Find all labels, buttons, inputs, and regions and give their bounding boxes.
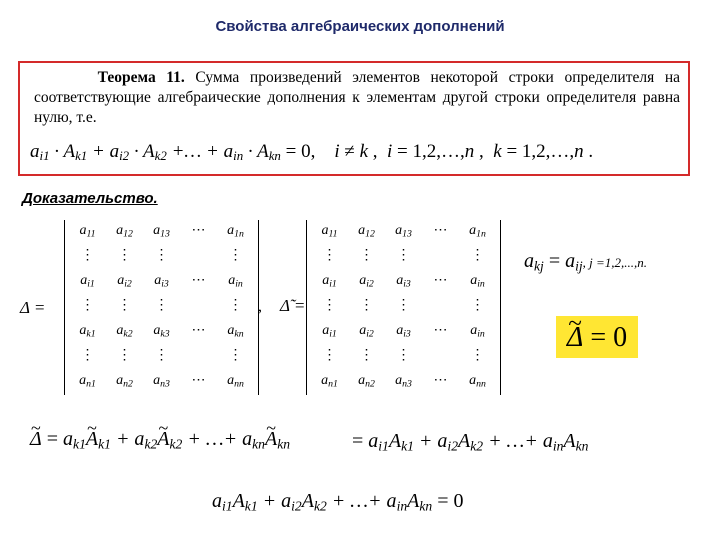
matrix-cell bbox=[422, 295, 459, 320]
matrix-cell: ⋮ bbox=[359, 298, 374, 313]
matrix-cell: $a_{kn}$ bbox=[227, 323, 244, 340]
matrix-cell: $a_{in}$ bbox=[228, 273, 243, 290]
matrix-cell: $a_{k2}$ bbox=[116, 323, 133, 340]
matrix-cell: $a_{i3}$ bbox=[396, 323, 411, 340]
matrix-cell: $a_{12}$ bbox=[358, 223, 375, 240]
delta-tilde-label: Δ̃ = bbox=[280, 296, 306, 315]
matrix-cell: $a_{i1}$ bbox=[322, 323, 337, 340]
theorem-formula: $a_{i1} \cdot A_{k1} + a_{i2} \cdot A_{k2}$ +… + $a_{in} \cdot A_{kn} = 0$, i ≠ k , i = 1,2,…,n , k = 1,2,…,n . bbox=[30, 141, 594, 164]
matrix-cell: $a_{nn}$ bbox=[227, 373, 244, 390]
matrix-cell: $a_{i2}$ bbox=[359, 273, 374, 290]
matrix-cell: $a_{1n}$ bbox=[469, 223, 486, 240]
matrix-cell: ⋮ bbox=[359, 348, 374, 363]
slide-title: Свойства алгебраических дополнений bbox=[215, 18, 505, 35]
matrix-cell: ⋮ bbox=[154, 298, 169, 313]
determinant-delta bbox=[64, 220, 259, 395]
matrix-cell: ⋮ bbox=[228, 348, 243, 363]
delta-tilde-zero-highlight: ~ Δ = 0 bbox=[556, 316, 638, 358]
matrix-cell: ⋮ bbox=[322, 248, 337, 263]
matrix-cell: $a_{k3}$ bbox=[153, 323, 170, 340]
matrix-cell: $a_{n1}$ bbox=[321, 373, 338, 390]
matrix-cell: $a_{nn}$ bbox=[469, 373, 486, 390]
matrix-cell: ⋮ bbox=[470, 298, 485, 313]
akj-relation: $a_{kj} = a_{ij}$, j =1,2,...,n. bbox=[524, 250, 648, 274]
matrix-cell: ⋮ bbox=[396, 248, 411, 263]
matrix-cell: ⋯ bbox=[191, 223, 206, 238]
matrix-cell: $a_{i1}$ bbox=[80, 273, 95, 290]
matrix-cell: ⋮ bbox=[396, 298, 411, 313]
matrix-cell: $a_{i3}$ bbox=[396, 273, 411, 290]
expansion-left: ~ $\Delta = a_{k1}\sim$ $A_{k1}$ + $a_{k2}\sim$ $A_{k2}$ + …+ $a_{kn}\sim$ $A_{kn}$ bbox=[30, 428, 290, 452]
matrix-cell: ⋮ bbox=[117, 298, 132, 313]
comma: , bbox=[258, 298, 262, 315]
matrix-cell bbox=[180, 345, 217, 370]
matrix-cell: $a_{k1}$ bbox=[79, 323, 96, 340]
matrix-cell: ⋯ bbox=[433, 273, 448, 288]
theorem-text bbox=[34, 68, 680, 128]
matrix-cell bbox=[422, 345, 459, 370]
matrix-cell: ⋮ bbox=[80, 348, 95, 363]
matrix-cell: $a_{i2}$ bbox=[117, 273, 132, 290]
matrix-cell bbox=[180, 295, 217, 320]
matrix-cell: $a_{i1}$ bbox=[322, 273, 337, 290]
matrix-cell: $a_{13}$ bbox=[153, 223, 170, 240]
matrix-cell: $a_{in}$ bbox=[470, 323, 485, 340]
matrix-cell: ⋮ bbox=[322, 348, 337, 363]
matrix-cell: $a_{n3}$ bbox=[153, 373, 170, 390]
matrix-cell: ⋮ bbox=[228, 298, 243, 313]
matrix-cell: ⋮ bbox=[117, 248, 132, 263]
matrix-cell: ⋮ bbox=[470, 348, 485, 363]
matrix-cell: $a_{i3}$ bbox=[154, 273, 169, 290]
matrix-cell: ⋯ bbox=[191, 273, 206, 288]
matrix-cell: $a_{i2}$ bbox=[359, 323, 374, 340]
matrix-cell: $a_{11}$ bbox=[321, 223, 338, 240]
matrix-cell: ⋮ bbox=[228, 248, 243, 263]
matrix-cell bbox=[180, 245, 217, 270]
matrix-cell: ⋮ bbox=[117, 348, 132, 363]
matrix-cell: $a_{in}$ bbox=[470, 273, 485, 290]
matrix-cell: ⋮ bbox=[322, 298, 337, 313]
matrix-cell: ⋮ bbox=[470, 248, 485, 263]
matrix-cell: ⋯ bbox=[433, 323, 448, 338]
matrix-cell: ⋮ bbox=[80, 248, 95, 263]
matrix-cell: $a_{n3}$ bbox=[395, 373, 412, 390]
proof-label: Доказательство. bbox=[22, 190, 158, 207]
delta-label: Δ = bbox=[20, 298, 46, 317]
matrix-cell: $a_{n2}$ bbox=[116, 373, 133, 390]
matrix-cell: $a_{1n}$ bbox=[227, 223, 244, 240]
matrix-cell: ⋮ bbox=[396, 348, 411, 363]
matrix-cell: $a_{n2}$ bbox=[358, 373, 375, 390]
matrix-cell: ⋯ bbox=[191, 373, 206, 388]
matrix-cell: ⋮ bbox=[80, 298, 95, 313]
matrix-cell bbox=[422, 245, 459, 270]
theorem-box bbox=[18, 61, 690, 176]
matrix-cell: ⋯ bbox=[191, 323, 206, 338]
matrix-cell: $a_{12}$ bbox=[116, 223, 133, 240]
theorem-statement: Сумма произведений элементов некоторой строки определителя на соответствующие алгебраические дополнения к элементам другой строки определителя равна нулю, т.е. bbox=[34, 69, 680, 126]
theorem-label: Теорема 11. bbox=[97, 69, 185, 86]
expansion-right: = $a_{i1}A_{k1} + a_{i2}A_{k2}$ + …+ $a_{in}A_{kn}$ bbox=[352, 430, 589, 454]
matrix-cell: $a_{11}$ bbox=[79, 223, 96, 240]
matrix-cell: ⋮ bbox=[154, 348, 169, 363]
matrix-cell: ⋮ bbox=[359, 248, 374, 263]
matrix-cell: $a_{13}$ bbox=[395, 223, 412, 240]
matrix-cell: ⋯ bbox=[433, 373, 448, 388]
conclusion-formula: $a_{i1}A_{k1} + a_{i2}A_{k2}$ + …+ $a_{in}A_{kn} = 0$ bbox=[212, 490, 464, 514]
matrix-cell: ⋮ bbox=[154, 248, 169, 263]
matrix-cell: $a_{n1}$ bbox=[79, 373, 96, 390]
determinant-delta-tilde bbox=[306, 220, 501, 395]
matrix-cell: ⋯ bbox=[433, 223, 448, 238]
